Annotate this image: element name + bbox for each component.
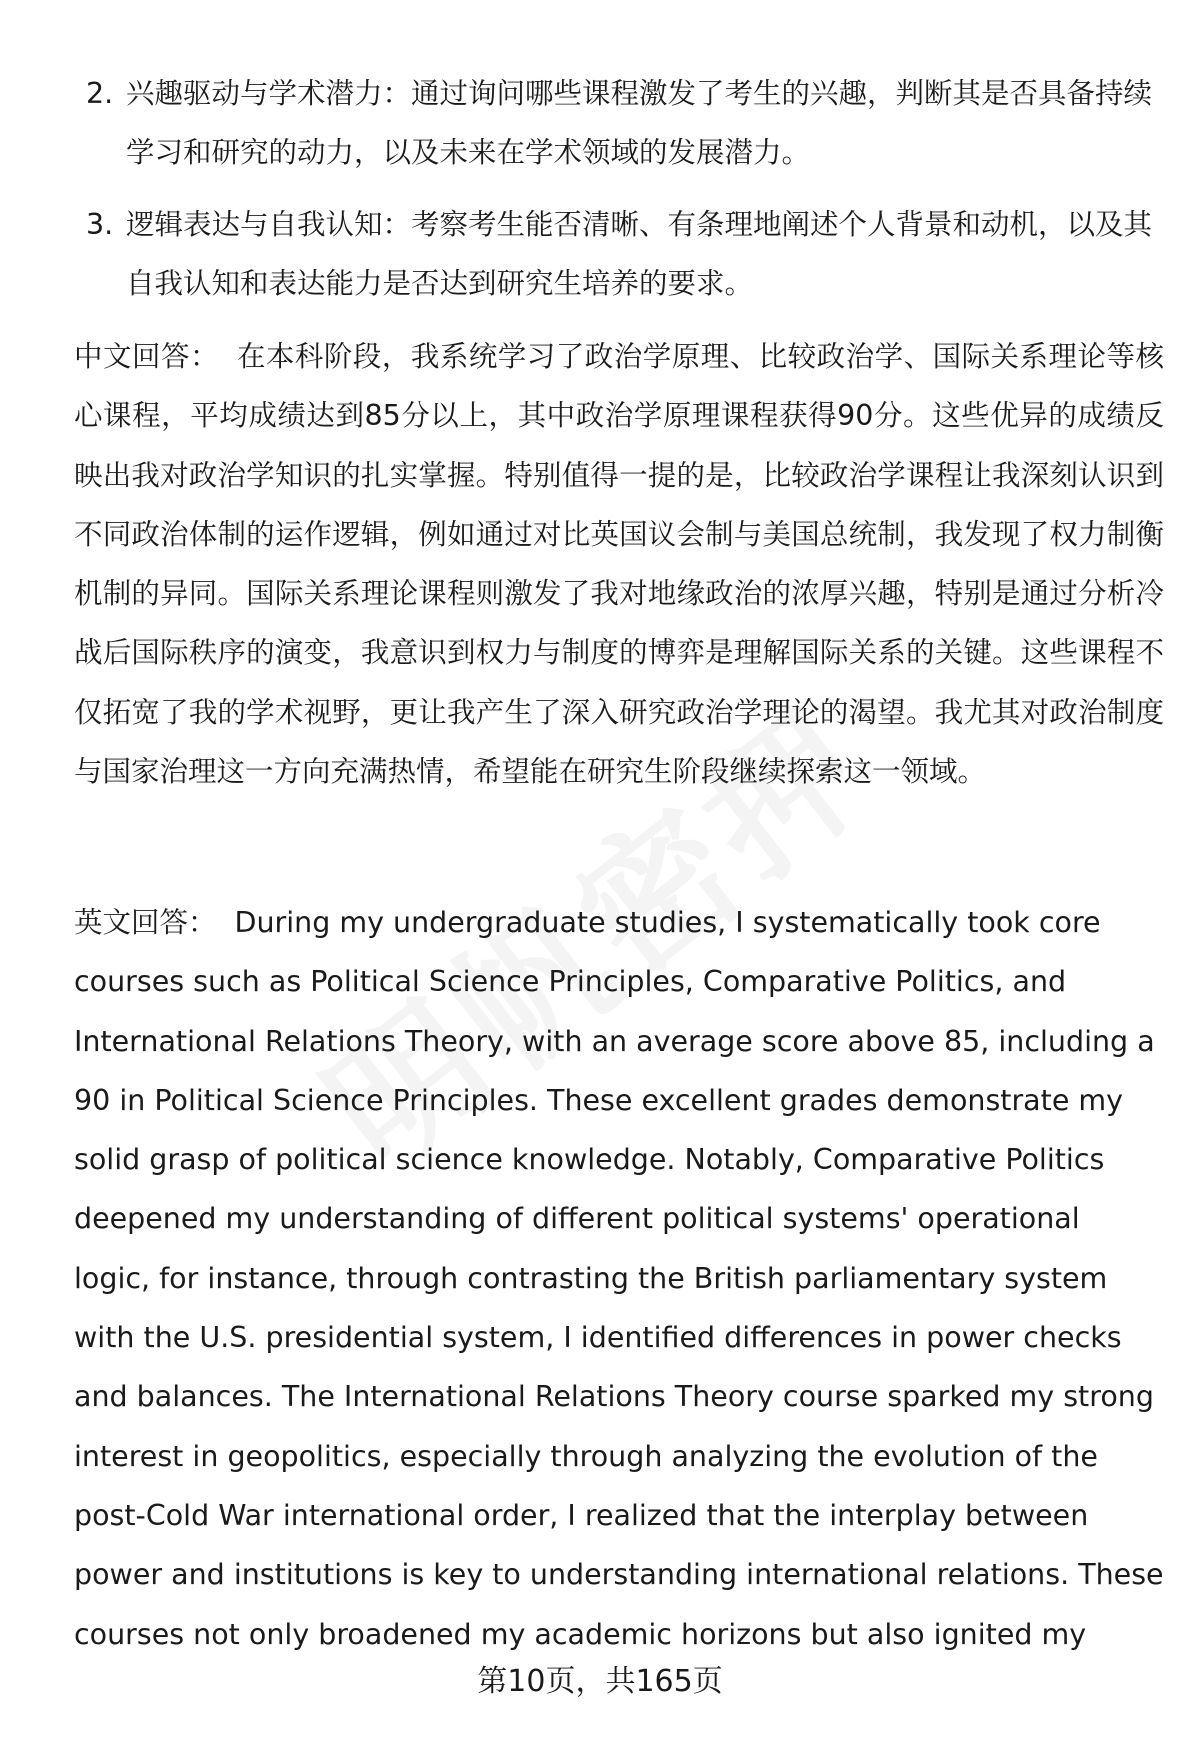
list-item-text: 逻辑表达与自我认知：考察考生能否清晰、有条理地阐述个人背景和动机，以及其自我认知和表达能力是否达到研究生培养的要求。 [126,208,1153,300]
chinese-answer-text: 在本科阶段，我系统学习了政治学原理、比较政治学、国际关系理论等核心课程，平均成绩达到85分以上，其中政治学原理课程获得90分。这些优异的成绩反映出我对政治学知识的扎实掌握。特别值得一提的是，比较政治学课程让我深刻认识到不同政治体制的运作逻辑，例如通过对比英国议会制与美国总统制，我发现了权力制衡机制的异同。国际关系理论课程则激发了我对地缘政治的浓厚兴趣，特别是通过分析冷战后国际秩序的演变，我意识到权力与制度的博弈是理解国际关系的关键。这些课程不仅拓宽了我的学术视野，更让我产生了深入研究政治学理论的渴望。我尤其对政治制度与国家治理这一方向充满热情，希望能在研究生阶段继续探索这一领域。 [74,340,1164,789]
criteria-list [74,64,1154,326]
list-item [74,64,1154,182]
list-item-text: 兴趣驱动与学术潜力：通过询问哪些课程激发了考生的兴趣，判断其是否具备持续学习和研究的动力，以及未来在学术领域的发展潜力。 [126,77,1153,169]
page-number: 第10页，共165页 [477,1664,723,1699]
chinese-answer-label: 中文回答： [74,340,219,373]
english-answer-text: During my undergraduate studies, I systematically took core courses such as Political Science Principles, Comparative Politics, and International Relations Theory, with an average score above 85, including a 90 in Political Science Principles. These excellent grades demonstrate my solid grasp of political science knowledge. Notably, Comparative Politics deepened my understanding of different political systems' operational logic, for instance, through contrasting the British parliamentary system with the U.S. presidential system, I identified differences in power checks and balances. The International Relations Theory course sparked my strong interest in geopolitics, especially through analyzing the evolution of the post-Cold War international order, I realized that the interplay between power and institutions is key to understanding international relations. These courses not only broadened my academic horizons but also ignited my [74,906,1164,1651]
list-item-number: 3. [86,208,114,241]
chinese-answer-paragraph [74,327,1164,801]
list-item [74,195,1154,313]
english-answer-paragraph [74,893,1164,1664]
list-item-number: 2. [86,77,114,110]
english-answer-label: 英文回答： [74,906,217,939]
